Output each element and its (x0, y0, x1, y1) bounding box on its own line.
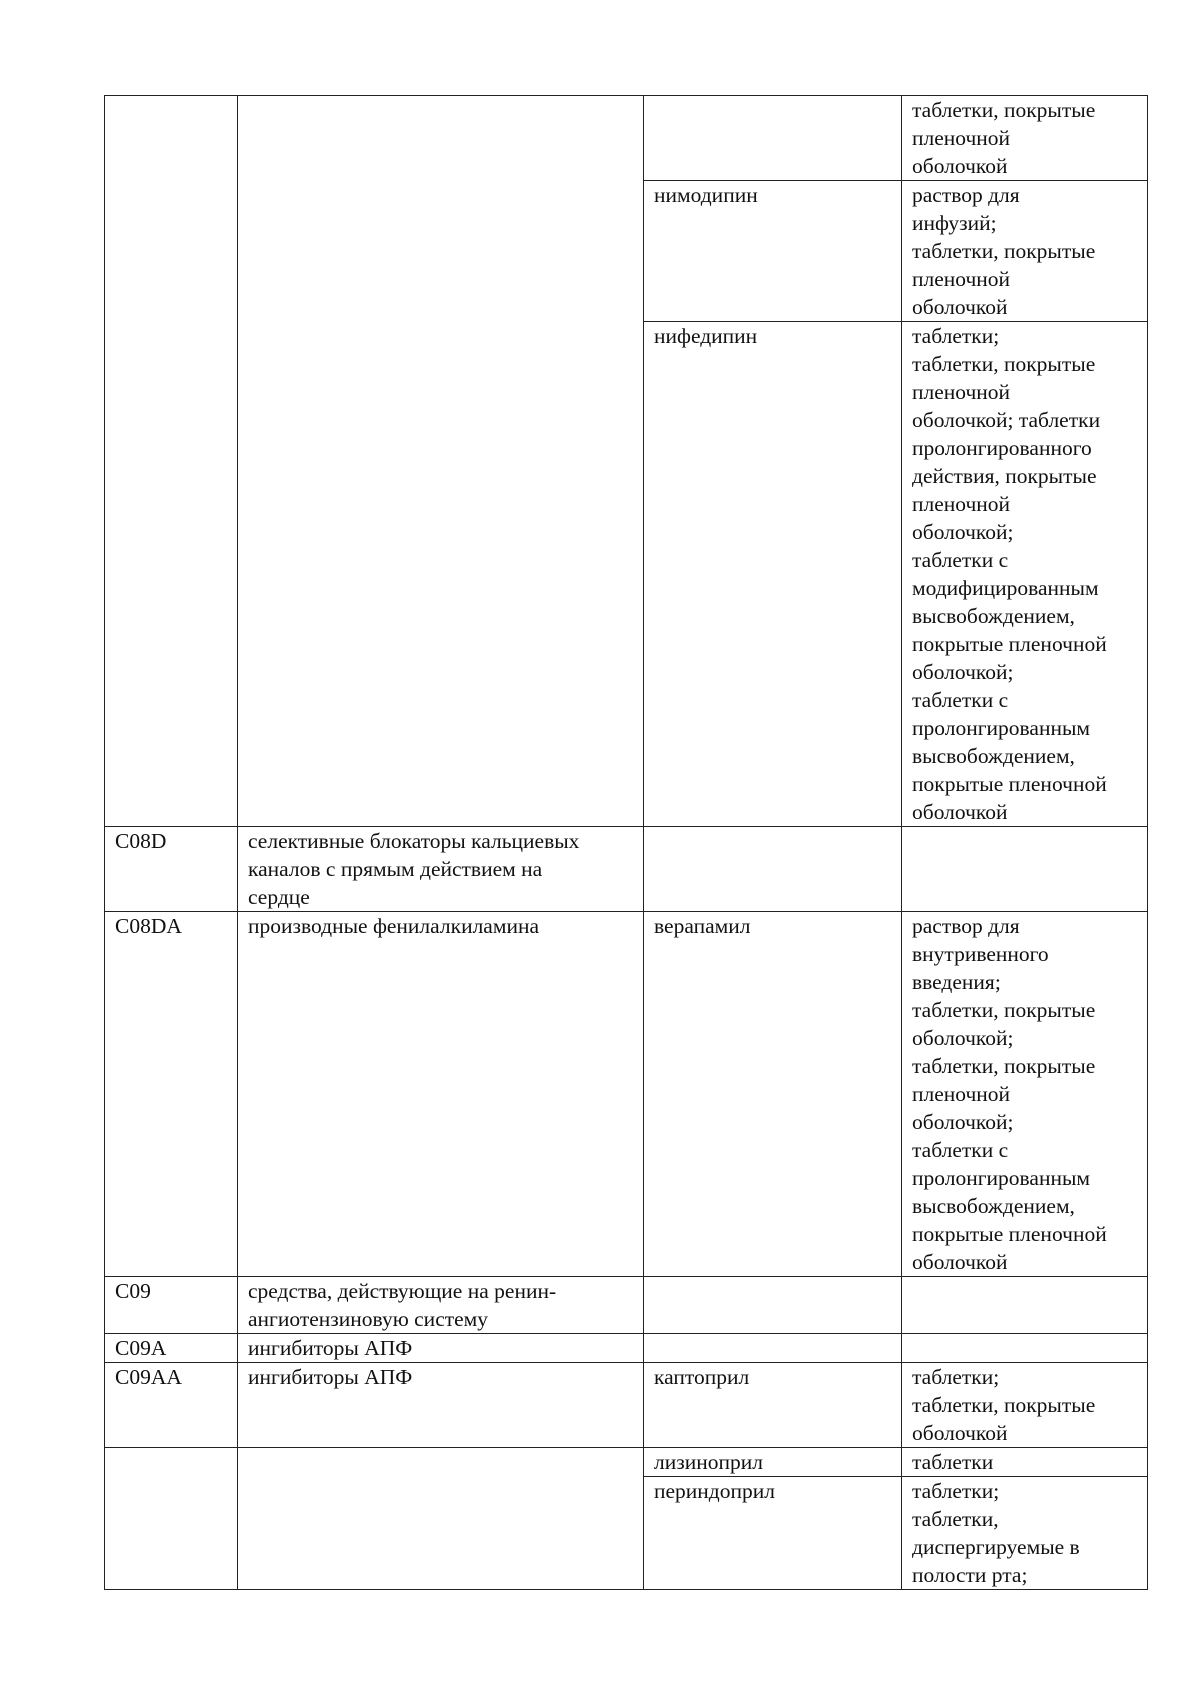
atc-code: C09AA (115, 1365, 182, 1389)
drug-name: каптоприл (654, 1365, 750, 1389)
drug-name: нифедипин (654, 324, 758, 348)
table-row (105, 1277, 1148, 1334)
pharmacological-group: селективные блокаторы кальциевых каналов с прямым действием на сердце (248, 829, 580, 909)
drug-name-cell (644, 96, 902, 181)
dosage-forms-cell (902, 1363, 1148, 1448)
drug-name: периндоприл (654, 1479, 775, 1503)
drug-name-cell (644, 1448, 902, 1477)
atc-code: C09A (115, 1336, 167, 1360)
pharmacological-group-cell (238, 1334, 644, 1363)
dosage-forms-cell (902, 96, 1148, 181)
dosage-forms: таблетки (912, 1450, 994, 1474)
atc-code-cell (105, 1448, 238, 1590)
drug-name-cell (644, 1477, 902, 1590)
table-row (105, 1448, 1148, 1477)
pharmacological-group-cell (238, 1448, 644, 1590)
drug-name: верапамил (654, 914, 751, 938)
drug-name-cell (644, 1334, 902, 1363)
drug-name-cell (644, 181, 902, 322)
table-row (105, 96, 1148, 181)
dosage-forms-cell (902, 1334, 1148, 1363)
pharmacological-group-cell (238, 1363, 644, 1448)
dosage-forms: таблетки; таблетки, диспергируемые в полости рта; (912, 1479, 1080, 1587)
dosage-forms-cell (902, 1477, 1148, 1590)
table-row (105, 1363, 1148, 1448)
atc-code: C08D (115, 829, 167, 853)
dosage-forms-cell (902, 1448, 1148, 1477)
drug-name: лизиноприл (654, 1450, 763, 1474)
atc-code: C08DA (115, 914, 182, 938)
dosage-forms-cell (902, 322, 1148, 827)
dosage-forms-cell (902, 1277, 1148, 1334)
dosage-forms-cell (902, 827, 1148, 912)
pharmacological-group: ингибиторы АПФ (248, 1336, 413, 1360)
drug-name-cell (644, 1277, 902, 1334)
atc-code-cell (105, 96, 238, 827)
table-row (105, 912, 1148, 1277)
drug-name: нимодипин (654, 183, 758, 207)
atc-code-cell (105, 827, 238, 912)
atc-code-cell (105, 1277, 238, 1334)
pharmacological-group-cell (238, 827, 644, 912)
dosage-forms: раствор для внутривенного введения; таблетки, покрытые оболочкой; таблетки, покрытые пленочной оболочкой; таблетки с пролонгированным высвобождением, покрытые пленочной оболочкой (912, 914, 1107, 1274)
pharmacological-group: ингибиторы АПФ (248, 1365, 413, 1389)
dosage-forms: таблетки, покрытые пленочной оболочкой (912, 98, 1096, 178)
dosage-forms-cell (902, 912, 1148, 1277)
atc-code-cell (105, 1334, 238, 1363)
pharmacological-group-cell (238, 96, 644, 827)
atc-code-cell (105, 912, 238, 1277)
pharmacological-group: средства, действующие на ренин- ангиотензиновую систему (248, 1279, 557, 1331)
drug-list-table (104, 95, 1148, 1590)
table-row (105, 1334, 1148, 1363)
dosage-forms: таблетки; таблетки, покрытые оболочкой (912, 1365, 1096, 1445)
dosage-forms: таблетки; таблетки, покрытые пленочной оболочкой; таблетки пролонгированного действия, покрытые пленочной оболочкой; таблетки с модифицированным высвобождением, покрытые пленочной оболочкой; таблетки с пролонгированным высвобождением, покрытые пленочной оболочкой (912, 324, 1107, 824)
drug-name-cell (644, 1363, 902, 1448)
pharmacological-group-cell (238, 1277, 644, 1334)
atc-code: C09 (115, 1279, 151, 1303)
pharmacological-group: производные фенилалкиламина (248, 914, 540, 938)
table-row (105, 827, 1148, 912)
atc-code-cell (105, 1363, 238, 1448)
pharmacological-group-cell (238, 912, 644, 1277)
dosage-forms-cell (902, 181, 1148, 322)
drug-name-cell (644, 322, 902, 827)
drug-name-cell (644, 912, 902, 1277)
dosage-forms: раствор для инфузий; таблетки, покрытые пленочной оболочкой (912, 183, 1096, 319)
drug-name-cell (644, 827, 902, 912)
